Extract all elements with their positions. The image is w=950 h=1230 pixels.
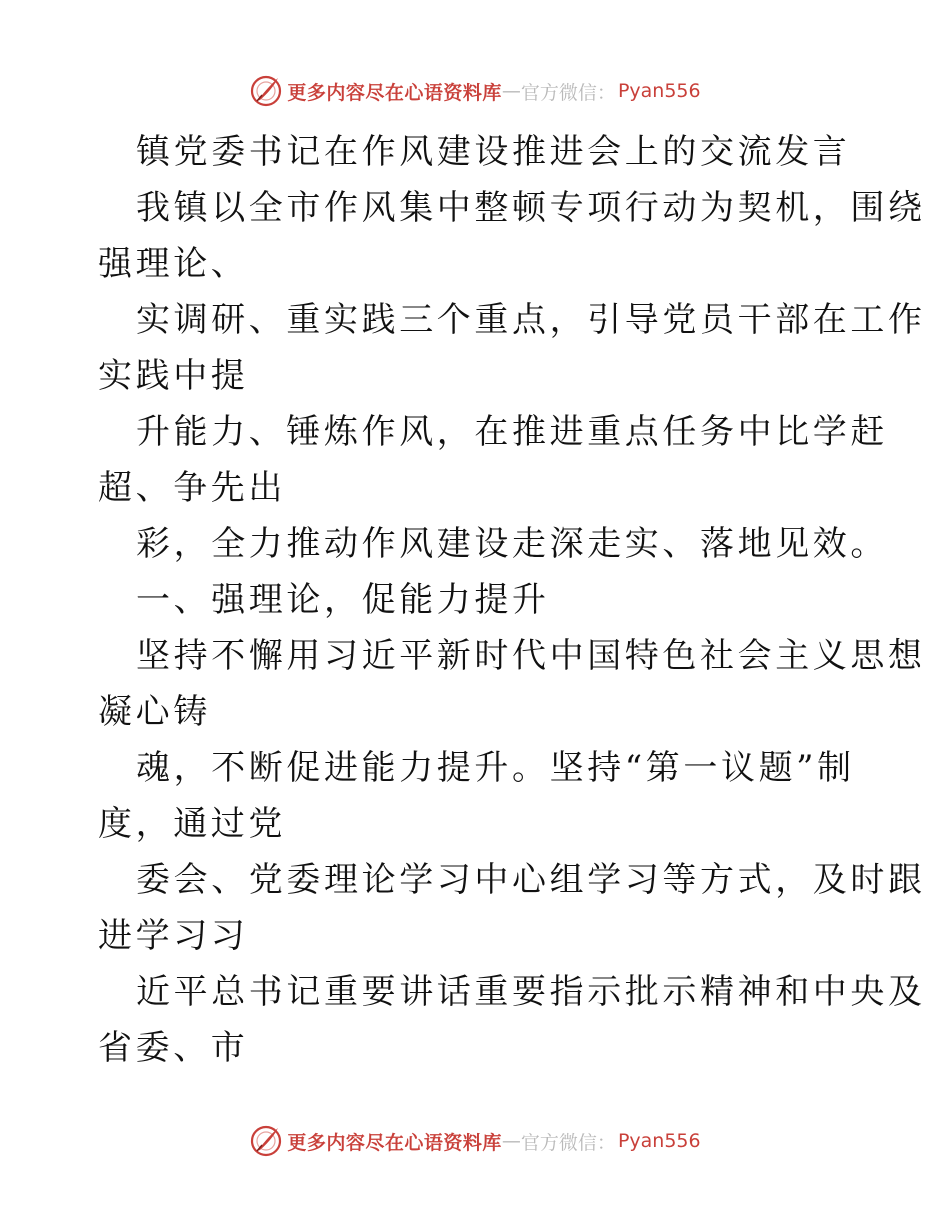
paragraph-line: 强理论、 [98, 244, 249, 284]
watermark-brand-text: 更多内容尽在心语资料库 [287, 1131, 502, 1154]
quill-pen-logo-icon [249, 1124, 283, 1158]
paragraph-line: 超、争先出 [98, 468, 286, 508]
paragraph-line: 度，通过党 [98, 804, 286, 844]
paragraph-line: 近平总书记重要讲话重要指示批示精神和中央及 [136, 972, 926, 1012]
watermark-dash: — [501, 80, 521, 102]
document-body [98, 124, 926, 1076]
watermark-wechat-label: 官方微信： [520, 1131, 616, 1154]
paragraph-line: 实调研、重实践三个重点，引导党员干部在工作 [136, 300, 926, 340]
watermark-dash: — [501, 1130, 521, 1152]
paragraph-line: 一、强理论，促能力提升 [136, 580, 550, 620]
watermark-wechat-id: Pyan556 [617, 80, 701, 102]
paragraph-line: 魂，不断促进能力提升。坚持“第一议题”制 [136, 748, 855, 788]
paragraph-line: 我镇以全市作风集中整顿专项行动为契机，围绕 [136, 188, 926, 228]
paragraph-line: 进学习习 [98, 916, 249, 956]
header-watermark [0, 71, 950, 111]
paragraph-line: 省委、市 [98, 1028, 249, 1068]
paragraph-line: 委会、党委理论学习中心组学习等方式，及时跟 [136, 860, 926, 900]
paragraph-line: 坚持不懈用习近平新时代中国特色社会主义思想 [136, 636, 926, 676]
watermark-brand-text: 更多内容尽在心语资料库 [287, 81, 502, 104]
paragraph-line: 实践中提 [98, 356, 249, 396]
paragraph-line: 彩，全力推动作风建设走深走实、落地见效。 [136, 524, 888, 564]
footer-watermark [0, 1121, 950, 1161]
watermark-wechat-label: 官方微信： [520, 81, 616, 104]
paragraph-line: 升能力、锤炼作风，在推进重点任务中比学赶 [136, 412, 888, 452]
watermark-wechat-id: Pyan556 [617, 1130, 701, 1152]
quill-pen-logo-icon [249, 74, 283, 108]
document-title: 镇党委书记在作风建设推进会上的交流发言 [136, 132, 851, 172]
paragraph-line: 凝心铸 [98, 692, 211, 732]
